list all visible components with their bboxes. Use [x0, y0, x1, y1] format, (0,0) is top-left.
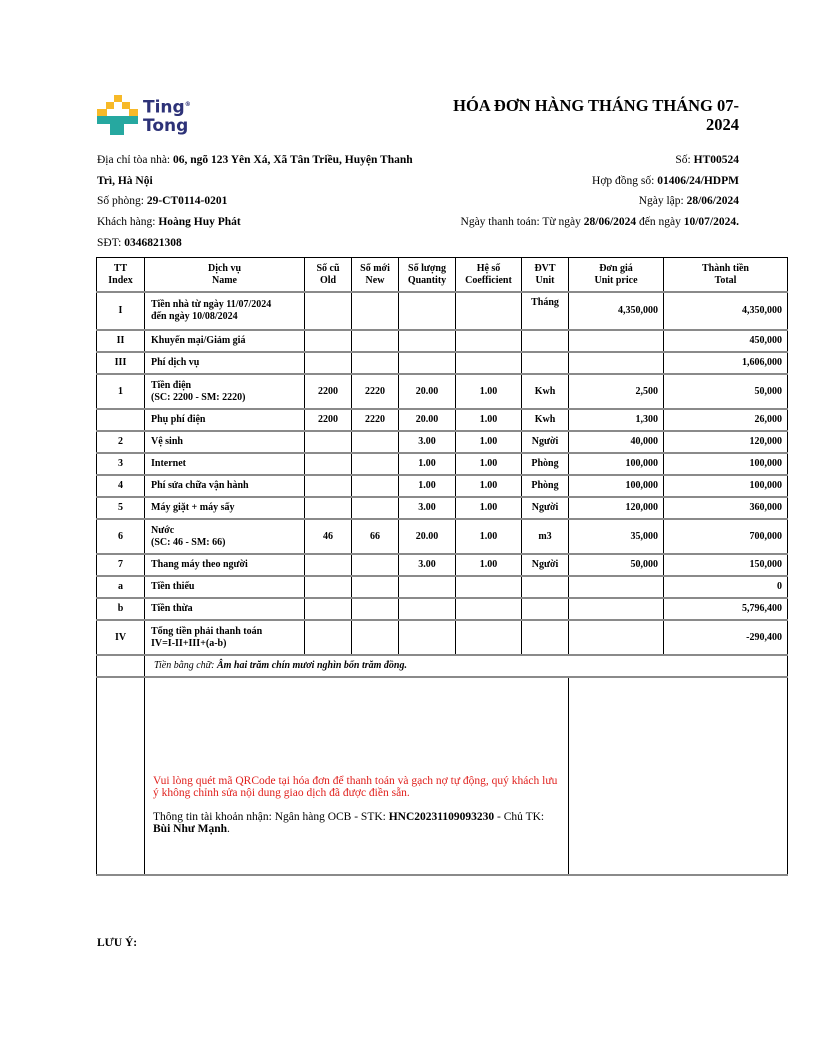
unit-price-cell: 2,500	[569, 374, 664, 409]
coefficient-cell	[456, 598, 522, 620]
row-index-cell: 2	[97, 431, 145, 453]
service-name: Tiền thiếu	[151, 581, 195, 592]
table-row	[97, 374, 788, 409]
service-name-cell	[145, 554, 305, 576]
new-reading-cell	[352, 497, 399, 519]
service-name-cell	[145, 352, 305, 374]
table-row	[97, 598, 788, 620]
account-number: HNC20231109093230	[388, 811, 495, 823]
phone-line	[97, 236, 182, 250]
coefficient-cell: 1.00	[456, 519, 522, 554]
row-index-cell: II	[97, 330, 145, 352]
unit-cell: m3	[522, 519, 569, 554]
total-cell: -290,400	[664, 620, 788, 655]
header-total: Thành tiền Total	[664, 258, 788, 293]
service-name-cell	[145, 598, 305, 620]
phone-label: SĐT:	[97, 237, 122, 249]
total-cell: 4,350,000	[664, 292, 788, 330]
row-index-cell: 6	[97, 519, 145, 554]
coefficient-cell: 1.00	[456, 475, 522, 497]
unit-cell	[522, 576, 569, 598]
quantity-cell: 1.00	[399, 475, 456, 497]
quantity-cell	[399, 576, 456, 598]
unit-cell	[522, 620, 569, 655]
quantity-cell	[399, 330, 456, 352]
service-name-cell	[145, 475, 305, 497]
table-row	[97, 519, 788, 554]
unit-cell	[522, 598, 569, 620]
phone-value: 0346821308	[124, 237, 182, 249]
payment-period-end: .	[736, 216, 739, 228]
service-detail: IV=I-II+III+(a-b)	[151, 637, 227, 649]
old-reading-cell	[305, 576, 352, 598]
total-cell: 700,000	[664, 519, 788, 554]
words-label: Tiền bằng chữ:	[154, 660, 215, 671]
room-value: 29-CT0114-0201	[146, 195, 228, 207]
table-header-row	[97, 258, 788, 293]
holder-label: - Chủ TK:	[497, 811, 545, 823]
quantity-cell	[399, 598, 456, 620]
unit-cell	[522, 352, 569, 374]
unit-price-cell	[569, 598, 664, 620]
bank-info	[153, 811, 560, 835]
old-reading-cell	[305, 497, 352, 519]
service-name: Khuyến mại/Giảm giá	[151, 335, 246, 346]
service-name: Tiền nhà từ ngày 11/07/2024	[151, 299, 272, 310]
quantity-cell: 20.00	[399, 519, 456, 554]
service-name: Thang máy theo người	[151, 559, 248, 570]
quantity-cell	[399, 292, 456, 330]
total-cell: 26,000	[664, 409, 788, 431]
qr-note: Vui lòng quét mã QRCode tại hóa đơn để thanh toán và gạch nợ tự động, quý khách lưu ý không chỉnh sửa nội dung giao dịch đã được điền sẵn.	[153, 775, 558, 799]
invoice-number-label: Số:	[675, 154, 691, 166]
unit-cell: Kwh	[522, 409, 569, 431]
row-index-cell: III	[97, 352, 145, 374]
coefficient-cell: 1.00	[456, 409, 522, 431]
total-cell: 360,000	[664, 497, 788, 519]
table-row	[97, 352, 788, 374]
new-reading-cell: 66	[352, 519, 399, 554]
old-reading-cell	[305, 431, 352, 453]
words-value: Âm hai trăm chín mươi nghìn bốn trăm đồng.	[216, 660, 407, 671]
customer-label: Khách hàng:	[97, 216, 156, 228]
service-name-cell	[145, 292, 305, 330]
unit-price-cell: 4,350,000	[569, 292, 664, 330]
payment-period-label: Ngày thanh toán: Từ ngày	[460, 216, 581, 228]
quantity-cell: 20.00	[399, 374, 456, 409]
unit-price-cell: 35,000	[569, 519, 664, 554]
words-index-cell	[97, 655, 145, 677]
customer-name: Hoàng Huy Phát	[158, 216, 241, 228]
unit-cell	[522, 330, 569, 352]
service-name: Phí sửa chữa vận hành	[151, 480, 249, 491]
coefficient-cell	[456, 330, 522, 352]
address-value-cont: Trì, Hà Nội	[97, 175, 153, 187]
unit-price-cell	[569, 620, 664, 655]
total-cell: 150,000	[664, 554, 788, 576]
total-cell: 100,000	[664, 475, 788, 497]
service-name: Phí dịch vụ	[151, 357, 200, 368]
header-unit: ĐVT Unit	[522, 258, 569, 293]
logo-text-line2: Tong	[143, 115, 189, 136]
bank-prefix: Thông tin tài khoản nhận: Ngân hàng OCB - STK:	[153, 811, 386, 823]
header-unit-price: Đơn giá Unit price	[569, 258, 664, 293]
payment-period-mid: đến ngày	[639, 216, 681, 228]
logo-registered-mark: ®	[184, 101, 191, 108]
unit-cell: Phòng	[522, 475, 569, 497]
unit-cell: Kwh	[522, 374, 569, 409]
total-cell: 1,606,000	[664, 352, 788, 374]
coefficient-cell: 1.00	[456, 554, 522, 576]
service-name: Tổng tiền phải thanh toán	[151, 625, 263, 637]
row-index-cell: 4	[97, 475, 145, 497]
new-reading-cell: 2220	[352, 409, 399, 431]
service-name: Internet	[151, 458, 186, 469]
coefficient-cell: 1.00	[456, 497, 522, 519]
total-cell: 120,000	[664, 431, 788, 453]
coefficient-cell	[456, 620, 522, 655]
service-name: Vệ sinh	[151, 436, 183, 447]
row-index-cell	[97, 409, 145, 431]
header-index: TT Index	[97, 258, 145, 293]
amount-in-words	[145, 655, 788, 677]
old-reading-cell	[305, 620, 352, 655]
row-index-cell: I	[97, 292, 145, 330]
address-line2	[97, 174, 153, 188]
header-new: Số mới New	[352, 258, 399, 293]
service-detail: đến ngày 10/08/2024	[151, 311, 238, 322]
coefficient-cell: 1.00	[456, 374, 522, 409]
service-name-cell	[145, 519, 305, 554]
unit-cell: Người	[522, 554, 569, 576]
unit-price-cell	[569, 330, 664, 352]
old-reading-cell	[305, 554, 352, 576]
room-label: Số phòng:	[97, 195, 144, 207]
invoice-table	[96, 257, 788, 876]
address-value: 06, ngõ 123 Yên Xá, Xã Tân Triều, Huyện Thanh	[173, 154, 413, 166]
new-reading-cell	[352, 576, 399, 598]
total-cell: 50,000	[664, 374, 788, 409]
payment-info-cell	[145, 677, 569, 875]
table-row	[97, 554, 788, 576]
unit-price-cell: 1,300	[569, 409, 664, 431]
qr-code-area	[569, 677, 788, 875]
new-reading-cell	[352, 431, 399, 453]
quantity-cell: 1.00	[399, 453, 456, 475]
table-row	[97, 620, 788, 655]
total-cell: 100,000	[664, 453, 788, 475]
contract-line	[592, 174, 739, 188]
total-cell: 450,000	[664, 330, 788, 352]
quantity-cell: 20.00	[399, 409, 456, 431]
service-name-cell	[145, 453, 305, 475]
service-name-cell	[145, 431, 305, 453]
unit-price-cell: 100,000	[569, 453, 664, 475]
logo-text	[143, 96, 191, 135]
service-name: Tiền thừa	[151, 603, 193, 614]
unit-price-cell: 100,000	[569, 475, 664, 497]
new-reading-cell	[352, 352, 399, 374]
quantity-cell: 3.00	[399, 554, 456, 576]
table-row	[97, 475, 788, 497]
service-name-cell	[145, 330, 305, 352]
new-reading-cell	[352, 554, 399, 576]
table-row	[97, 409, 788, 431]
old-reading-cell: 2200	[305, 374, 352, 409]
new-reading-cell	[352, 620, 399, 655]
issue-date-line	[639, 194, 739, 208]
row-index-cell: 7	[97, 554, 145, 576]
old-reading-cell	[305, 352, 352, 374]
old-reading-cell: 2200	[305, 409, 352, 431]
coefficient-cell	[456, 576, 522, 598]
header-name: Dịch vụ Name	[145, 258, 305, 293]
total-cell: 5,796,400	[664, 598, 788, 620]
row-index-cell: 5	[97, 497, 145, 519]
room-line	[97, 194, 227, 208]
table-row	[97, 431, 788, 453]
invoice-number-line	[675, 153, 739, 167]
header-quantity: Số lượng Quantity	[399, 258, 456, 293]
old-reading-cell: 46	[305, 519, 352, 554]
contract-number: 01406/24/HDPM	[657, 175, 739, 187]
contract-label: Hợp đồng số:	[592, 175, 655, 187]
invoice-number: HT00524	[693, 154, 739, 166]
address-line	[97, 153, 413, 167]
unit-price-cell: 50,000	[569, 554, 664, 576]
issue-date-label: Ngày lập:	[638, 195, 684, 207]
row-index-cell: 1	[97, 374, 145, 409]
payment-info-index-cell	[97, 677, 145, 875]
payment-from-date: 28/06/2024	[583, 216, 637, 228]
unit-cell: Phòng	[522, 453, 569, 475]
service-detail: (SC: 46 - SM: 66)	[151, 536, 226, 548]
quantity-cell	[399, 352, 456, 374]
old-reading-cell	[305, 475, 352, 497]
customer-line	[97, 215, 241, 229]
coefficient-cell: 1.00	[456, 431, 522, 453]
total-cell: 0	[664, 576, 788, 598]
payment-period-line	[461, 215, 739, 229]
table-row	[97, 576, 788, 598]
row-index-cell: a	[97, 576, 145, 598]
old-reading-cell	[305, 598, 352, 620]
row-index-cell: IV	[97, 620, 145, 655]
service-name-cell	[145, 620, 305, 655]
service-name-cell	[145, 497, 305, 519]
row-index-cell: b	[97, 598, 145, 620]
service-name: Tiền điện	[151, 379, 192, 391]
coefficient-cell	[456, 352, 522, 374]
issue-date: 28/06/2024	[686, 195, 739, 207]
service-name-cell	[145, 576, 305, 598]
unit-price-cell: 120,000	[569, 497, 664, 519]
header-old: Số cũ Old	[305, 258, 352, 293]
table-row	[97, 453, 788, 475]
row-index-cell: 3	[97, 453, 145, 475]
old-reading-cell	[305, 330, 352, 352]
bank-info-end: .	[227, 823, 230, 835]
amount-in-words-row	[97, 655, 788, 677]
unit-price-cell: 40,000	[569, 431, 664, 453]
coefficient-cell: 1.00	[456, 453, 522, 475]
header-coefficient: Hệ số Coefficient	[456, 258, 522, 293]
logo-text-line1: Ting	[143, 97, 185, 118]
new-reading-cell	[352, 292, 399, 330]
old-reading-cell	[305, 453, 352, 475]
payment-info-row	[97, 677, 788, 875]
account-holder: Bùi Như Mạnh	[153, 823, 228, 835]
unit-cell: Tháng	[522, 292, 569, 330]
quantity-cell	[399, 620, 456, 655]
unit-price-cell	[569, 576, 664, 598]
table-row	[97, 292, 788, 330]
table-row	[97, 330, 788, 352]
quantity-cell: 3.00	[399, 431, 456, 453]
unit-price-cell	[569, 352, 664, 374]
unit-cell: Người	[522, 497, 569, 519]
service-name-cell	[145, 409, 305, 431]
new-reading-cell: 2220	[352, 374, 399, 409]
note-label: LƯU Ý:	[97, 937, 138, 949]
unit-cell: Người	[522, 431, 569, 453]
company-logo	[97, 95, 192, 137]
payment-to-date: 10/07/2024	[683, 216, 737, 228]
new-reading-cell	[352, 330, 399, 352]
service-name: Máy giặt + máy sấy	[151, 502, 235, 513]
address-label: Địa chỉ tòa nhà:	[97, 154, 171, 166]
new-reading-cell	[352, 598, 399, 620]
invoice-title: HÓA ĐƠN HÀNG THÁNG THÁNG 07-2024	[453, 96, 739, 134]
table-row	[97, 497, 788, 519]
service-name-cell	[145, 374, 305, 409]
old-reading-cell	[305, 292, 352, 330]
new-reading-cell	[352, 453, 399, 475]
coefficient-cell	[456, 292, 522, 330]
service-name: Nước	[151, 524, 175, 536]
service-detail: (SC: 2200 - SM: 2220)	[151, 391, 246, 403]
quantity-cell: 3.00	[399, 497, 456, 519]
service-name: Phụ phí điện	[151, 414, 206, 425]
new-reading-cell	[352, 475, 399, 497]
